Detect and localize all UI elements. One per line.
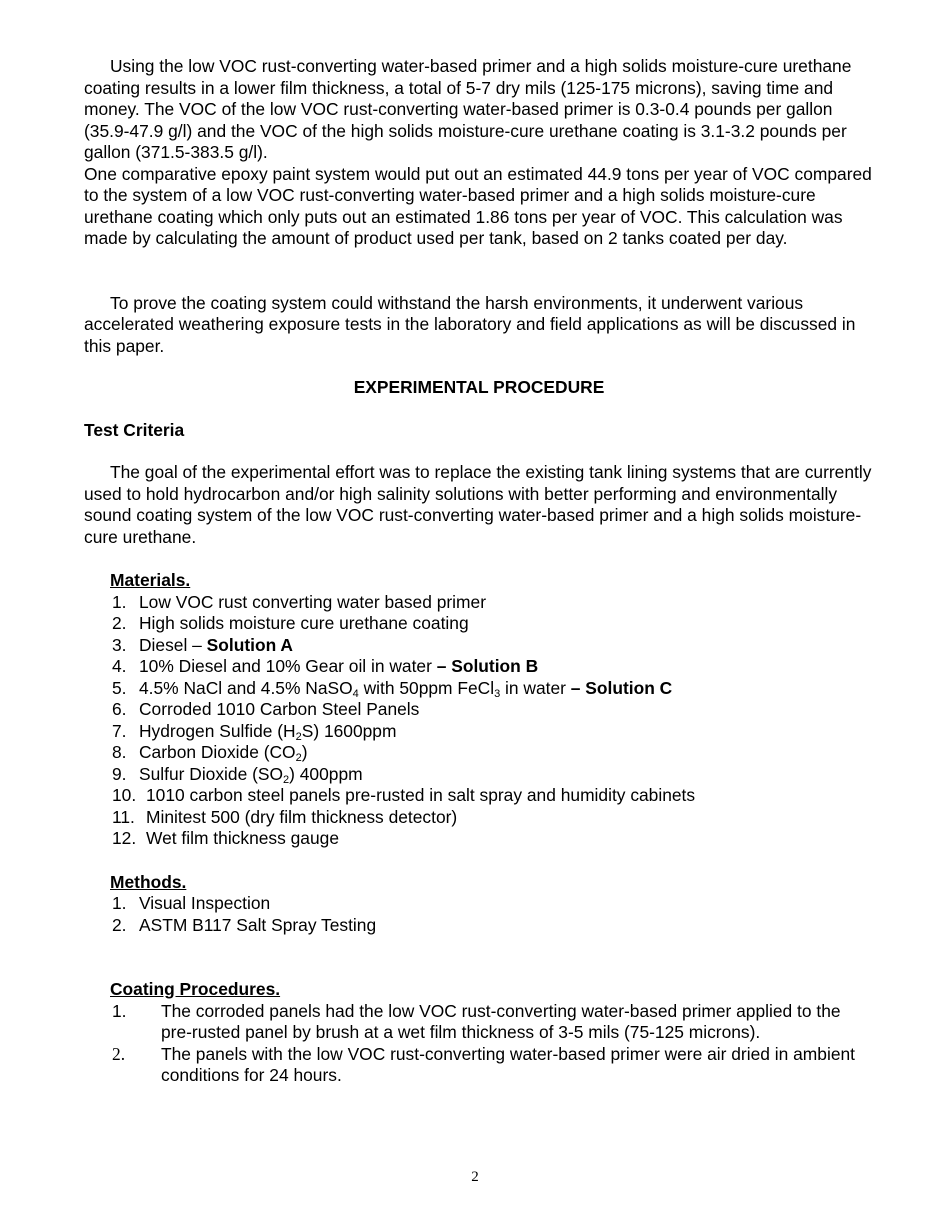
list-item: 1. Visual Inspection [112, 893, 271, 913]
list-item: 4. 10% Diesel and 10% Gear oil in water – Solution B [112, 656, 539, 676]
intro-paragraph-3: To prove the coating system could withstand the harsh environments, it underwent various accelerated weathering exposure tests in the laboratory and field applications as will be discussed in this paper. [84, 292, 856, 356]
list-item: 7. Hydrogen Sulfide $(H_2S)$ 1600ppm [112, 720, 397, 743]
coating-procedures-heading: Coating Procedures. [110, 979, 281, 999]
list-item: 11. Minitest 500 (dry film thickness detector) [112, 806, 458, 827]
list-item: 10. 1010 carbon steel panels pre-rusted in salt spray and humidity cabinets [112, 785, 696, 805]
materials-list [84, 592, 874, 850]
methods-heading: Methods. [110, 871, 187, 892]
list-item: 5. 4.5% NaCl and 4.5% NaSO$_4$ with 50ppm FeCl$_3$ in water – Solution C [112, 677, 673, 700]
materials-heading: Materials. [110, 570, 191, 590]
list-item: 2. High solids moisture cure urethane coating [112, 613, 469, 633]
list-item: 2. The panels with the low VOC rust-converting water-based primer were air dried in ambient conditions for 24 hours. [112, 1043, 855, 1085]
section-heading: EXPERIMENTAL PROCEDURE [353, 377, 605, 397]
intro-paragraph-2: One comparative epoxy paint system would put out an estimated 44.9 tons per year of VOC compared to the system of a low VOC rust-converting water-based primer and a high solids moisture-cure urethane coating which only puts out an estimated 1.86 tons per year of VOC. This calculation was made by calculating the amount of product used per tank, based on 2 tanks coated per day. [84, 163, 872, 248]
list-item: 6. Corroded 1010 Carbon Steel Panels [112, 699, 420, 719]
list-item: 1. Low VOC rust converting water based primer [112, 591, 486, 612]
list-item: 3. Diesel – Solution A [112, 634, 293, 655]
page-number: 2 [471, 1169, 479, 1185]
document-page [84, 56, 874, 1087]
list-item: 9. Sulfur Dioxide $(SO_2)$ 400ppm [112, 763, 363, 786]
list-item: 8. Carbon Dioxide $(CO_2)$ [112, 742, 308, 764]
methods-list [84, 893, 874, 936]
test-criteria-heading: Test Criteria [84, 419, 185, 440]
list-item: 1. The corroded panels had the low VOC rust-converting water-based primer applied to the pre-rusted panel by brush at a wet film thickness of 3-5 mils (75-125 microns). [112, 1000, 841, 1042]
intro-paragraph-1: Using the low VOC rust-converting water-based primer and a high solids moisture-cure urethane coating results in a lower film thickness, a total of 5-7 dry mils (125-175 microns), saving time and money. The VOC of the low VOC rust-converting water-based primer is 0.3-0.4 pounds per gallon (35.9-47.9 g/l) and the VOC of the high solids moisture-cure urethane coating is 3.1-3.2 pounds per gallon (371.5-383.5 g/l). [84, 56, 852, 162]
list-item: 2. ASTM B117 Salt Spray Testing [112, 914, 377, 935]
list-item: 12. Wet film thickness gauge [112, 828, 339, 848]
coating-procedures-list [84, 1001, 874, 1087]
test-criteria-body: The goal of the experimental effort was to replace the existing tank lining systems that are currently used to hold hydrocarbon and/or high salinity solutions with better performing and environmentally sound coating system of the low VOC rust-converting water-based primer and a high solids moisture-cure urethane. [84, 462, 872, 547]
